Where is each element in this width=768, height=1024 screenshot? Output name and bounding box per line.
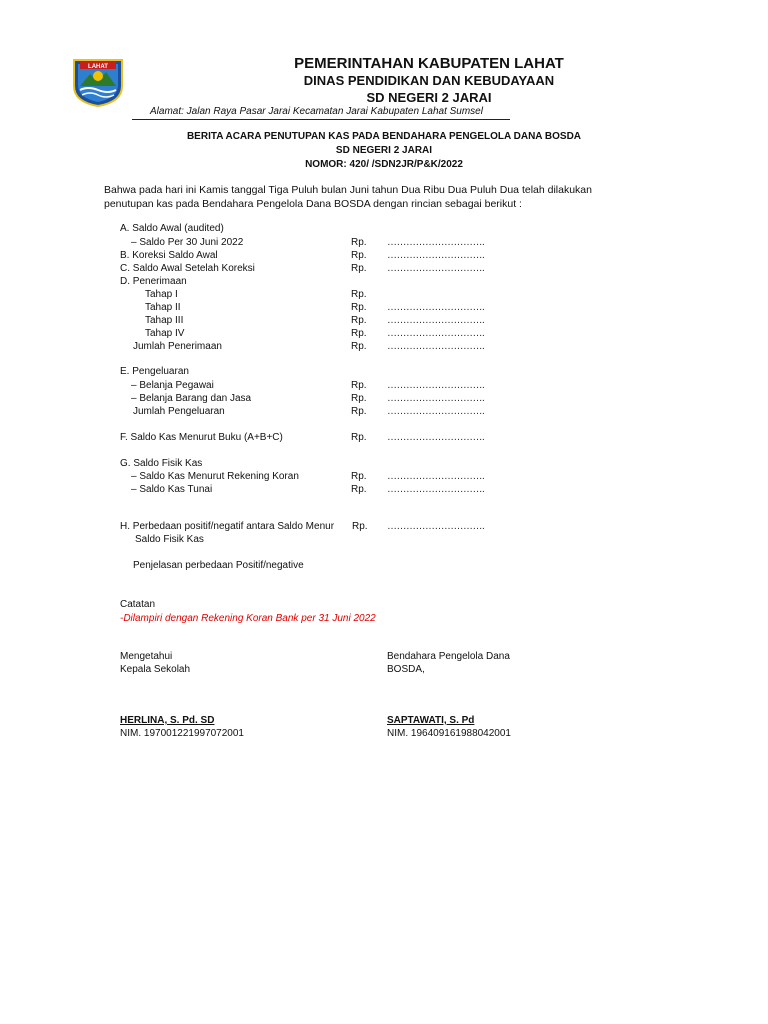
right-signer-role-1: Bendahara Pengelola Dana (387, 651, 510, 662)
item-h-blank: …………………………. (387, 521, 485, 532)
right-signer-name: SAPTAWATI, S. Pd (387, 715, 475, 726)
item-d-label: D. Penerimaan (120, 276, 187, 287)
item-b-label: B. Koreksi Saldo Awal (120, 250, 218, 261)
item-g1-blank: …………………………. (387, 471, 485, 482)
right-signer-nim: NIM. 196409161988042001 (387, 728, 511, 739)
item-d1-currency: Rp. (351, 289, 367, 300)
letterhead-address: Alamat: Jalan Raya Pasar Jarai Kecamatan Jarai Kabupaten Lahat Sumsel (150, 106, 483, 117)
letterhead-government: PEMERINTAHAN KABUPATEN LAHAT (294, 55, 564, 72)
left-signer-nim: NIM. 197001221997072001 (120, 728, 244, 739)
item-h-currency: Rp. (352, 521, 368, 532)
item-c-currency: Rp. (351, 263, 367, 274)
document-title: BERITA ACARA PENUTUPAN KAS PADA BENDAHARA PENGELOLA DANA BOSDA (186, 131, 582, 142)
item-e2-currency: Rp. (351, 393, 367, 404)
item-e-label: E. Pengeluaran (120, 366, 189, 377)
letterhead-divider (132, 119, 510, 120)
item-f-label: F. Saldo Kas Menurut Buku (A+B+C) (120, 432, 283, 443)
intro-line-2: penutupan kas pada Bendahara Pengelola Dana BOSDA dengan rincian sebagai berikut : (104, 198, 522, 210)
item-f-blank: …………………………. (387, 432, 485, 443)
item-d3-blank: …………………………. (387, 315, 485, 326)
notes-label: Catatan (120, 599, 156, 610)
item-e1-blank: …………………………. (387, 380, 485, 391)
notes-text: -Dilampiri dengan Rekening Koran Bank per 31 Juni 2022 (120, 613, 376, 624)
item-a1-label: – Saldo Per 30 Juni 2022 (131, 237, 244, 248)
item-a1-blank: …………………………. (387, 237, 485, 248)
item-d4-label: Tahap IV (145, 328, 185, 339)
item-d2-currency: Rp. (351, 302, 367, 313)
item-b-currency: Rp. (351, 250, 367, 261)
left-signer-role-1: Mengetahui (120, 651, 173, 662)
item-d-total-label: Jumlah Penerimaan (133, 341, 222, 352)
item-g2-currency: Rp. (351, 484, 367, 495)
item-d1-label: Tahap I (145, 289, 178, 300)
item-a-label: A. Saldo Awal (audited) (120, 223, 224, 234)
item-a1-currency: Rp. (351, 237, 367, 248)
item-d3-currency: Rp. (351, 315, 367, 326)
item-c-blank: …………………………. (387, 263, 485, 274)
item-c-label: C. Saldo Awal Setelah Koreksi (120, 263, 255, 274)
item-e-total-currency: Rp. (351, 406, 367, 417)
item-h-label: H. Perbedaan positif/negatif antara Saldo Menur (120, 521, 335, 532)
item-e1-label: – Belanja Pegawai (131, 380, 214, 391)
item-d2-blank: …………………………. (387, 302, 485, 313)
item-e-total-blank: …………………………. (387, 406, 485, 417)
item-d-total-blank: …………………………. (387, 341, 485, 352)
item-d2-label: Tahap II (145, 302, 181, 313)
item-d4-currency: Rp. (351, 328, 367, 339)
item-e1-currency: Rp. (351, 380, 367, 391)
item-g-label: G. Saldo Fisik Kas (120, 458, 203, 469)
item-g1-label: – Saldo Kas Menurut Rekening Koran (131, 471, 299, 482)
document-number: NOMOR: 420/ /SDN2JR/P&K/2022 (305, 159, 463, 170)
item-f-currency: Rp. (351, 432, 367, 443)
document-subtitle: SD NEGERI 2 JARAI (335, 145, 433, 156)
item-e-total-label: Jumlah Pengeluaran (133, 406, 225, 417)
letterhead-school: SD NEGERI 2 JARAI (366, 90, 492, 105)
right-signer-role-2: BOSDA, (387, 664, 425, 675)
item-d4-blank: …………………………. (387, 328, 485, 339)
left-signer-name: HERLINA, S. Pd. SD (120, 715, 215, 726)
item-h-label-cont: Saldo Fisik Kas (135, 534, 204, 545)
item-d-total-currency: Rp. (351, 341, 367, 352)
item-d3-label: Tahap III (145, 315, 184, 326)
item-e2-blank: …………………………. (387, 393, 485, 404)
item-g2-blank: …………………………. (387, 484, 485, 495)
intro-line-1: Bahwa pada hari ini Kamis tanggal Tiga Puluh bulan Juni tahun Dua Ribu Dua Puluh Dua telah dilakukan (104, 184, 592, 196)
logo-lettering: LAHAT (88, 64, 108, 70)
item-b-blank: …………………………. (387, 250, 485, 261)
item-g2-label: – Saldo Kas Tunai (131, 484, 213, 495)
letterhead-department: DINAS PENDIDIKAN DAN KEBUDAYAAN (303, 73, 555, 88)
item-g1-currency: Rp. (351, 471, 367, 482)
item-e2-label: – Belanja Barang dan Jasa (131, 393, 252, 404)
left-signer-role-2: Kepala Sekolah (120, 664, 191, 675)
item-h-explanation: Penjelasan perbedaan Positif/negative (133, 560, 304, 571)
